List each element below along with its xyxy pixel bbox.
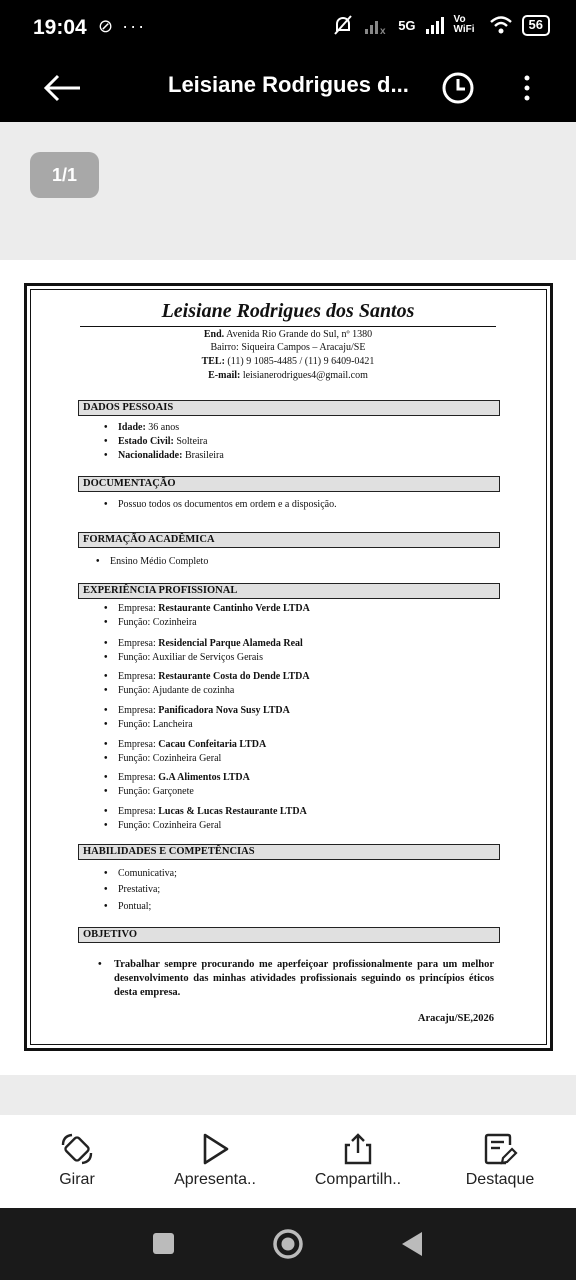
present-button[interactable]	[145, 1115, 285, 1208]
svg-text:x: x	[380, 26, 386, 35]
home-circle-icon	[268, 1226, 308, 1262]
skill-item: • Prestativa;	[118, 884, 160, 896]
system-navigation-bar	[0, 1208, 576, 1280]
skill-item: • Comunicativa;	[118, 868, 177, 880]
education-item: • Ensino Médio Completo	[110, 556, 208, 568]
highlight-button[interactable]	[430, 1115, 570, 1208]
document-page[interactable]	[0, 260, 576, 1075]
home-button[interactable]	[268, 1226, 308, 1262]
back-nav-button[interactable]	[392, 1226, 432, 1262]
job-company: • Empresa: Residencial Parque Alameda Real	[118, 638, 303, 650]
viewer-background	[0, 122, 576, 260]
battery-indicator: 56	[522, 15, 550, 36]
app-bar	[0, 56, 576, 122]
contact-phone: TEL: (11) 9 1085-4485 / (11) 9 6409-0421	[201, 356, 375, 367]
back-arrow-icon	[40, 68, 84, 108]
job-role: • Função: Ajudante de cozinha	[118, 685, 234, 697]
page-indicator: 1/1	[30, 152, 99, 198]
status-notification-icons: ⊘ ···	[98, 16, 147, 36]
more-options-button[interactable]	[512, 68, 542, 108]
status-bar	[0, 0, 576, 56]
rotate-button[interactable]	[7, 1115, 147, 1208]
highlight-edit-icon	[482, 1131, 518, 1167]
contact-neighborhood: Bairro: Siqueira Campos – Aracaju/SE	[210, 342, 366, 353]
contact-email: E-mail: leisianerodrigues4@gmail.com	[208, 370, 368, 381]
personal-nationality: • Nacionalidade: Brasileira	[118, 450, 224, 462]
job-role: • Função: Cozinheira Geral	[118, 753, 221, 765]
job-role: • Função: Garçonete	[118, 786, 194, 798]
job-company: • Empresa: G.A Alimentos LTDA	[118, 772, 250, 784]
job-role: • Função: Lancheira	[118, 719, 193, 731]
wifi-icon	[489, 15, 513, 35]
job-role: • Função: Cozinheira Geral	[118, 820, 221, 832]
highlight-label: Destaque	[465, 1171, 535, 1188]
square-icon	[143, 1226, 183, 1262]
network-5g: 5G	[398, 17, 416, 33]
play-icon	[197, 1131, 233, 1167]
section-personal-title: DADOS PESSOAIS	[78, 400, 500, 416]
job-role: • Função: Auxiliar de Serviços Gerais	[118, 652, 263, 664]
resume-name: Leisiane Rodrigues dos Santos	[161, 300, 415, 322]
job-role: • Função: Cozinheira	[118, 617, 197, 629]
more-vert-icon	[512, 68, 542, 108]
document-title: Leisiane Rodrigues d...	[168, 72, 409, 97]
triangle-back-icon	[392, 1226, 432, 1262]
vowifi-label: Vo WiFi	[453, 14, 475, 35]
status-right-icons	[332, 14, 550, 36]
personal-civil-status: • Estado Civil: Solteira	[118, 436, 207, 448]
documents-item: • Possuo todos os documentos em ordem e a disposição.	[118, 499, 337, 511]
job-company: • Empresa: Cacau Confeitaria LTDA	[118, 739, 266, 751]
skill-item: • Pontual;	[118, 901, 151, 913]
section-education-title: FORMAÇÃO ACADÊMICA	[78, 532, 500, 548]
muted-bell-icon	[332, 14, 354, 36]
signal-x-icon	[363, 15, 389, 35]
signal-bars-icon	[425, 15, 445, 35]
section-experience-title: EXPERIÊNCIA PROFISSIONAL	[78, 583, 500, 599]
section-skills-title: HABILIDADES E COMPETÊNCIAS	[78, 844, 500, 860]
rotate-icon	[59, 1131, 95, 1167]
recents-button[interactable]	[143, 1226, 183, 1262]
job-company: • Empresa: Restaurante Costa do Dende LTDA	[118, 671, 310, 683]
rotate-label: Girar	[59, 1171, 95, 1188]
section-objective-title: OBJETIVO	[78, 927, 500, 943]
viewer-background-bottom	[0, 1075, 576, 1115]
job-company: • Empresa: Restaurante Cantinho Verde LTDA	[118, 603, 310, 615]
personal-age: • Idade: 36 anos	[118, 422, 179, 434]
status-time: 19:04	[33, 16, 87, 39]
name-underline	[80, 326, 496, 327]
share-label: Compartilh..	[314, 1171, 402, 1188]
present-label: Apresenta..	[174, 1171, 256, 1188]
share-button[interactable]	[288, 1115, 428, 1208]
job-company: • Empresa: Panificadora Nova Susy LTDA	[118, 705, 290, 717]
signature-place-date: Aracaju/SE,2026	[417, 1013, 494, 1024]
bottom-toolbar	[0, 1115, 576, 1208]
objective-text: • Trabalhar sempre procurando me aperfeiçoar profissionalmente para um melhor desenvolvimento das minhas atividades profissionais seguindo os princípios éticos desta empresa.	[114, 958, 494, 1000]
job-company: • Empresa: Lucas & Lucas Restaurante LTDA	[118, 806, 307, 818]
back-button[interactable]	[40, 68, 84, 108]
share-icon	[340, 1131, 376, 1167]
history-button[interactable]	[438, 68, 478, 108]
section-documents-title: DOCUMENTAÇÃO	[78, 476, 500, 492]
contact-address: End. Avenida Rio Grande do Sul, nº 1380	[203, 329, 373, 340]
clock-icon	[438, 68, 478, 108]
